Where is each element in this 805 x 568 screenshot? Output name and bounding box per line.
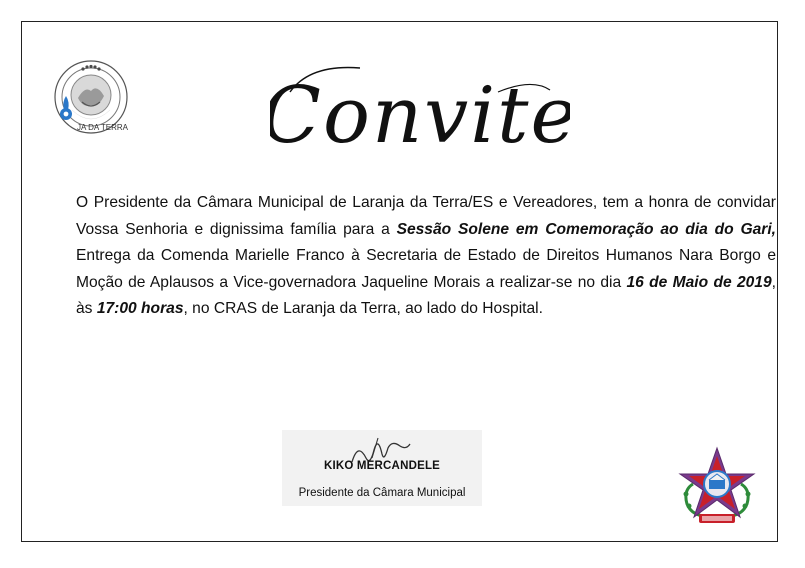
paragraph-part-3: , às bbox=[76, 273, 776, 317]
event-name: Sessão Solene em Comemoração ao dia do Gari, bbox=[396, 220, 776, 238]
paragraph-part-4: , no CRAS de Laranja da Terra, ao lado do Hospital. bbox=[183, 300, 543, 317]
signatory-role: Presidente da Câmara Municipal bbox=[298, 487, 466, 499]
event-date: 16 de Maio de 2019 bbox=[626, 273, 772, 291]
signature-block bbox=[282, 430, 482, 506]
event-time: 17:00 horas bbox=[96, 300, 184, 317]
state-coat-of-arms-icon bbox=[677, 444, 757, 528]
municipal-seal-icon bbox=[52, 58, 130, 136]
seal-caption: JA DA TERRA bbox=[77, 123, 128, 132]
paragraph-part-2: Entrega da Comenda Marielle Franco à Secretaria de Estado de Direitos Humanos Nara Borgo e Moção de Aplausos a Vice-governadora Jaqueline Morais a realizar-se no dia bbox=[76, 247, 776, 291]
invitation-paragraph bbox=[76, 190, 776, 323]
invitation-title bbox=[270, 50, 570, 160]
title-text: Convite bbox=[270, 71, 570, 160]
paragraph-part-1: O Presidente da Câmara Municipal de Laranja da Terra/ES e Vereadores, tem a honra de convidar Vossa Senhoria e dignissima família para a bbox=[76, 194, 776, 238]
signatory-name: KIKO MERCANDELE bbox=[323, 460, 441, 472]
